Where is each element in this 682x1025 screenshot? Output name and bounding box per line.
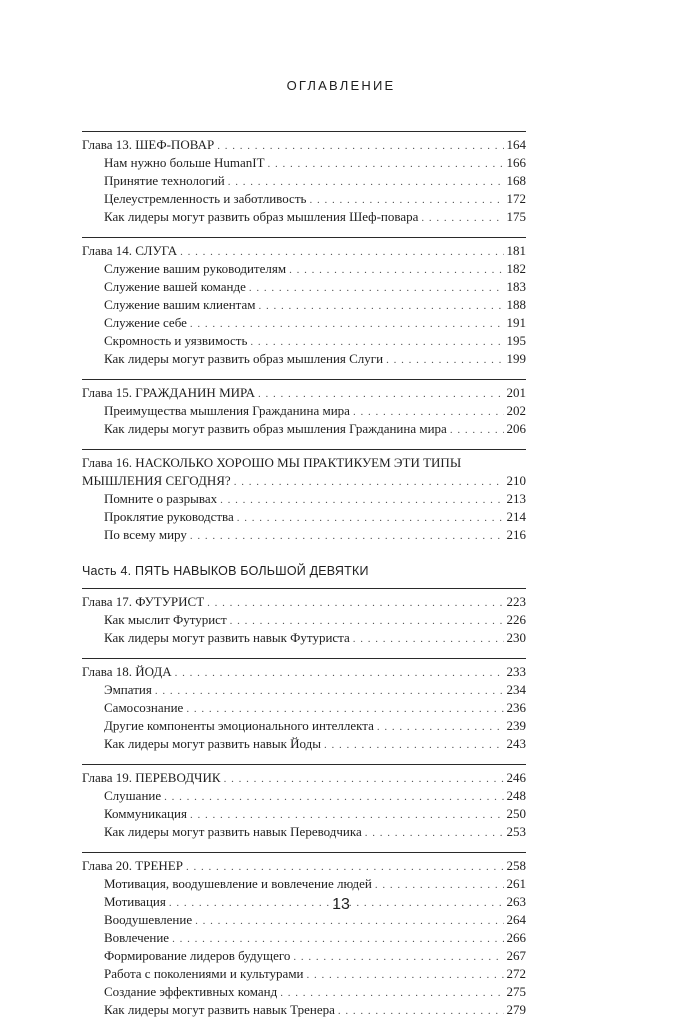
page-ref: 164 <box>506 137 526 152</box>
leader-dots <box>268 155 504 173</box>
chapter-entry[interactable] <box>82 769 526 787</box>
section-entry[interactable] <box>82 1001 526 1019</box>
page-ref: 223 <box>506 594 526 609</box>
chapter-divider <box>82 588 526 589</box>
chapter-title: Глава 13. ШЕФ-ПОВАР <box>82 137 215 152</box>
leader-dots <box>186 858 504 876</box>
page-ref: 213 <box>506 491 526 506</box>
page-ref: 243 <box>506 736 526 751</box>
page-ref: 214 <box>506 509 526 524</box>
section-entry[interactable] <box>82 735 526 753</box>
section-title: Эмпатия <box>104 682 152 697</box>
page-ref: 246 <box>506 770 526 785</box>
section-entry[interactable] <box>82 314 526 332</box>
chapter-title: Глава 17. ФУТУРИСТ <box>82 594 205 609</box>
leader-dots <box>237 509 504 527</box>
section-title: Скромность и уязвимость <box>104 333 248 348</box>
leader-dots <box>172 930 503 948</box>
section-entry[interactable] <box>82 420 526 438</box>
section-title: Как лидеры могут развить навык Йоды <box>104 736 322 751</box>
section-entry[interactable] <box>82 681 526 699</box>
leader-dots <box>365 824 504 842</box>
leader-dots <box>230 612 504 630</box>
chapter-title: Глава 16. НАСКОЛЬКО ХОРОШО МЫ ПРАКТИКУЕМ ЭТИ ТИПЫ <box>82 455 462 470</box>
section-entry[interactable] <box>82 332 526 350</box>
section-entry[interactable] <box>82 208 526 226</box>
leader-dots <box>309 191 503 209</box>
section-title: Работа с поколениями и культурами <box>104 966 304 981</box>
page-ref: 261 <box>506 876 526 891</box>
leader-dots <box>353 630 504 648</box>
toc-section-part4 <box>82 588 526 1025</box>
chapter-16-subsections <box>82 490 526 544</box>
section-title: Мотивация, воодушевление и вовлечение людей <box>104 876 372 891</box>
section-entry[interactable] <box>82 402 526 420</box>
chapter-title: Глава 20. ТРЕНЕР <box>82 858 183 873</box>
leader-dots <box>217 137 503 155</box>
leader-dots <box>220 491 503 509</box>
page-ref: 175 <box>506 209 526 224</box>
leader-dots <box>164 788 503 806</box>
section-entry[interactable] <box>82 699 526 717</box>
leader-dots <box>190 806 504 824</box>
section-title: Принятие технологий <box>104 173 225 188</box>
page-ref: 266 <box>506 930 526 945</box>
section-entry[interactable] <box>82 875 526 893</box>
page-ref: 199 <box>506 351 526 366</box>
section-title: Преимущества мышления Гражданина мира <box>104 403 350 418</box>
page-ref: 201 <box>506 385 526 400</box>
leader-dots <box>289 261 503 279</box>
chapter-title: Глава 19. ПЕРЕВОДЧИК <box>82 770 221 785</box>
page-ref: 264 <box>506 912 526 927</box>
leader-dots <box>190 315 504 333</box>
page-ref: 272 <box>506 966 526 981</box>
section-entry[interactable] <box>82 787 526 805</box>
page-ref: 253 <box>506 824 526 839</box>
section-entry[interactable] <box>82 172 526 190</box>
part-heading: Часть 4. ПЯТЬ НАВЫКОВ БОЛЬШОЙ ДЕВЯТКИ <box>82 564 369 578</box>
section-title: Как лидеры могут развить навык Футуриста <box>104 630 350 645</box>
section-title: Самосознание <box>104 700 184 715</box>
section-title: Помните о разрывах <box>104 491 218 506</box>
leader-dots <box>293 948 503 966</box>
section-entry[interactable] <box>82 154 526 172</box>
chapter-title: Глава 15. ГРАЖДАНИН МИРА <box>82 385 255 400</box>
section-entry[interactable] <box>82 929 526 947</box>
section-title: Как лидеры могут развить навык Переводчика <box>104 824 362 839</box>
page-ref: 181 <box>506 243 526 258</box>
section-entry[interactable] <box>82 947 526 965</box>
section-entry[interactable] <box>82 629 526 647</box>
page-ref: 230 <box>506 630 526 645</box>
section-title: Коммуникация <box>104 806 187 821</box>
chapter-entry[interactable] <box>82 663 526 681</box>
page-ref: 182 <box>506 261 526 276</box>
leader-dots <box>386 351 503 369</box>
page-ref: 206 <box>506 421 526 436</box>
chapter-divider <box>82 237 526 238</box>
section-entry[interactable] <box>82 526 526 544</box>
page-ref: 234 <box>506 682 526 697</box>
leader-dots <box>195 912 503 930</box>
section-entry[interactable] <box>82 983 526 1001</box>
section-entry[interactable] <box>82 965 526 983</box>
leader-dots <box>155 682 504 700</box>
leader-dots <box>175 664 504 682</box>
section-title: Как лидеры могут развить навык Тренера <box>104 1002 335 1017</box>
leader-dots <box>190 527 504 545</box>
leader-dots <box>234 473 504 491</box>
section-entry[interactable] <box>82 190 526 208</box>
page-ref: 168 <box>506 173 526 188</box>
leader-dots <box>375 876 504 894</box>
section-entry[interactable] <box>82 350 526 368</box>
page-ref: 195 <box>506 333 526 348</box>
page-ref: 248 <box>506 788 526 803</box>
section-title: Служение вашей команде <box>104 279 246 294</box>
leader-dots <box>180 243 503 261</box>
section-title: Как лидеры могут развить образ мышления Шеф-повара <box>104 209 419 224</box>
page-ref: 250 <box>506 806 526 821</box>
page-ref: 239 <box>506 718 526 733</box>
page-ref: 267 <box>506 948 526 963</box>
leader-dots <box>249 279 504 297</box>
chapter-divider <box>82 852 526 853</box>
page-ref: 166 <box>506 155 526 170</box>
section-title: Нам нужно больше HumanIT <box>104 155 265 170</box>
section-title: Служение вашим руководителям <box>104 261 287 276</box>
section-title: Создание эффективных команд <box>104 984 278 999</box>
page-ref: 191 <box>506 315 526 330</box>
section-title: Целеустремленность и заботливость <box>104 191 307 206</box>
section-title: Слушание <box>104 788 162 803</box>
chapter-divider <box>82 449 526 450</box>
page-ref: 226 <box>506 612 526 627</box>
page-ref: 236 <box>506 700 526 715</box>
chapter-entry-16-line1[interactable] <box>82 454 526 472</box>
section-title: Проклятие руководства <box>104 509 234 524</box>
chapter-entry[interactable] <box>82 593 526 611</box>
section-title: Мотивация <box>104 894 166 909</box>
chapter-entry[interactable] <box>82 384 526 402</box>
section-title: Формирование лидеров будущего <box>104 948 291 963</box>
page-ref: 216 <box>506 527 526 542</box>
section-title: Воодушевление <box>104 912 193 927</box>
table-of-contents <box>82 126 526 1025</box>
section-entry[interactable] <box>82 823 526 841</box>
page-ref: 172 <box>506 191 526 206</box>
page-ref: 275 <box>506 984 526 999</box>
chapter-title-continued: МЫШЛЕНИЯ СЕГОДНЯ? <box>82 473 231 488</box>
leader-dots <box>228 173 504 191</box>
leader-dots <box>207 594 503 612</box>
section-title: Как лидеры могут развить образ мышления Слуги <box>104 351 384 366</box>
page-ref: 258 <box>506 858 526 873</box>
page-ref: 233 <box>506 664 526 679</box>
leader-dots <box>186 700 503 718</box>
leader-dots <box>307 966 504 984</box>
section-entry[interactable] <box>82 717 526 735</box>
page-ref: 188 <box>506 297 526 312</box>
section-title: Как мыслит Футурист <box>104 612 227 627</box>
page-ref: 183 <box>506 279 526 294</box>
chapter-entry-16-line2[interactable] <box>82 472 526 490</box>
section-entry[interactable] <box>82 260 526 278</box>
chapter-divider <box>82 131 526 132</box>
toc-section-part3 <box>82 131 526 444</box>
leader-dots <box>250 333 503 351</box>
section-entry[interactable] <box>82 508 526 526</box>
leader-dots <box>353 403 504 421</box>
section-entry[interactable] <box>82 490 526 508</box>
chapter-entry[interactable] <box>82 136 526 154</box>
leader-dots <box>377 718 504 736</box>
page-number: 13 <box>332 896 350 913</box>
page-ref: 279 <box>506 1002 526 1017</box>
page-title: ОГЛАВЛЕНИЕ <box>286 78 396 93</box>
section-entry[interactable] <box>82 611 526 629</box>
section-entry[interactable] <box>82 805 526 823</box>
leader-dots <box>259 297 504 315</box>
section-title: Другие компоненты эмоционального интеллекта <box>104 718 374 733</box>
chapter-entry[interactable] <box>82 242 526 260</box>
leader-dots <box>258 385 504 403</box>
chapter-entry[interactable] <box>82 857 526 875</box>
leader-dots <box>421 209 503 227</box>
page-ref: 210 <box>506 473 526 488</box>
section-title: Служение вашим клиентам <box>104 297 256 312</box>
leader-dots <box>338 1002 504 1020</box>
section-entry[interactable] <box>82 278 526 296</box>
chapter-divider <box>82 764 526 765</box>
leader-dots <box>280 984 503 1002</box>
section-entry[interactable] <box>82 296 526 314</box>
section-title: По всему миру <box>104 527 187 542</box>
leader-dots <box>450 421 504 439</box>
page-ref: 202 <box>506 403 526 418</box>
chapter-title: Глава 18. ЙОДА <box>82 664 172 679</box>
section-title: Служение себе <box>104 315 187 330</box>
leader-dots <box>324 736 503 754</box>
page-ref: 263 <box>506 894 526 909</box>
chapter-title: Глава 14. СЛУГА <box>82 243 178 258</box>
chapter-divider <box>82 658 526 659</box>
chapter-divider <box>82 379 526 380</box>
leader-dots <box>224 770 504 788</box>
section-title: Как лидеры могут развить образ мышления Гражданина мира <box>104 421 447 436</box>
section-title: Вовлечение <box>104 930 170 945</box>
